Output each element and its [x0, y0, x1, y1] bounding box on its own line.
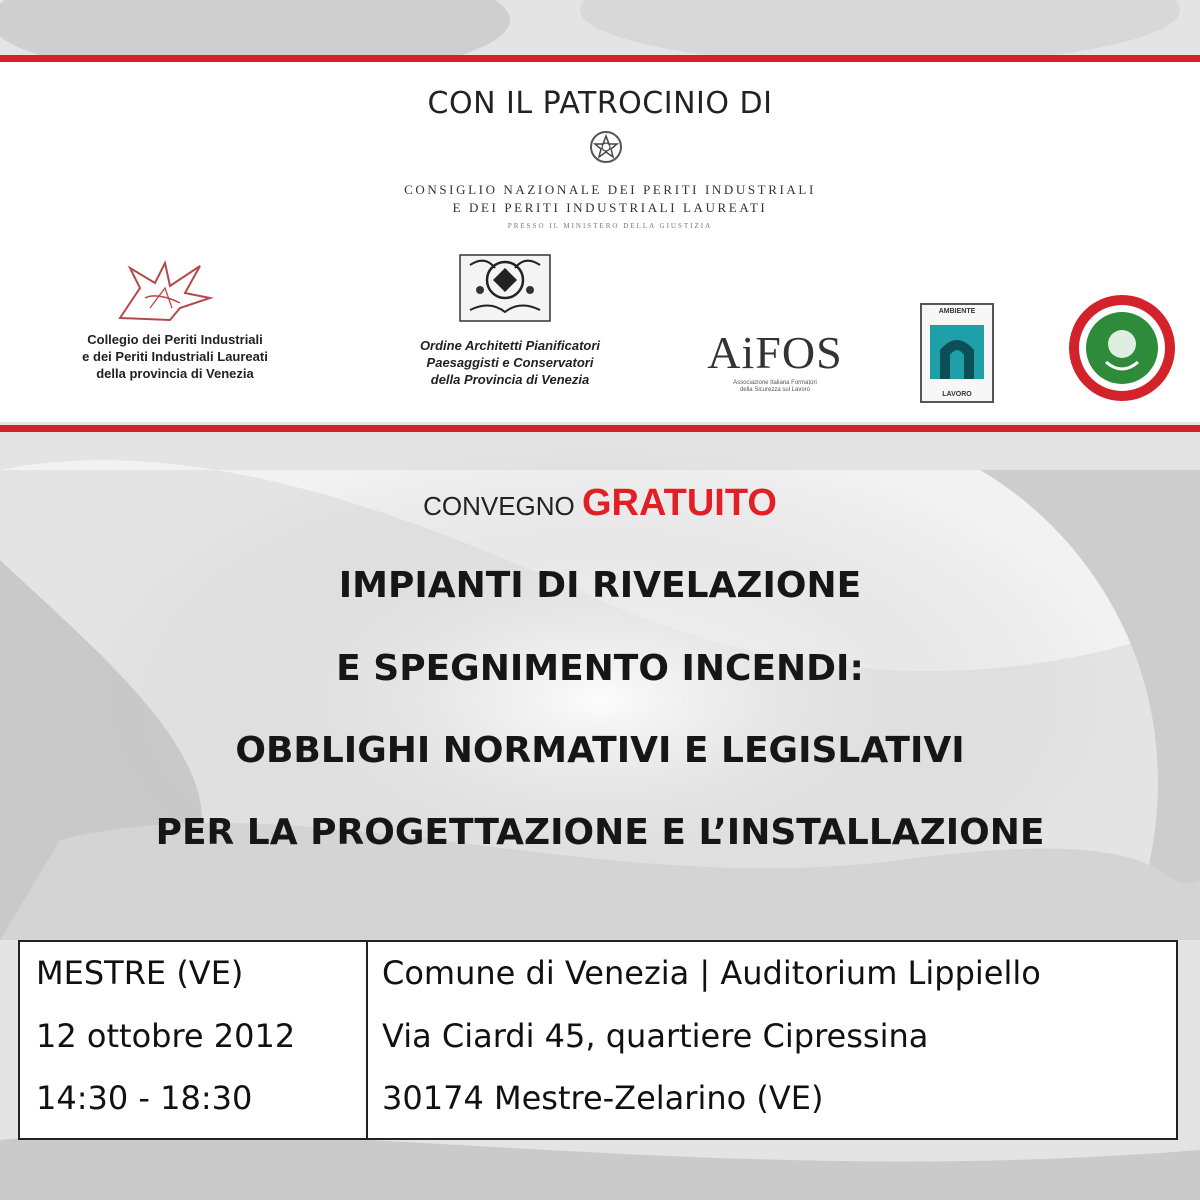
event-title-line4: PER LA PROGETTAZIONE E L’INSTALLAZIONE	[155, 812, 1045, 853]
event-date: 12 ottobre 2012	[36, 1017, 296, 1055]
aifos-logo: AiFOS	[707, 327, 843, 378]
top-red-rule	[0, 55, 1200, 62]
gratuito-highlight: GRATUITO	[582, 482, 777, 524]
ambiente-lavoro-logo	[920, 303, 994, 403]
event-postal-address: 30174 Mestre-Zelarino (VE)	[382, 1079, 824, 1117]
event-venue: Comune di Venezia | Auditorium Lippiello	[382, 954, 1041, 992]
ambiente-bottom-label: LAVORO	[942, 391, 972, 398]
convegno-label: CONVEGNO	[423, 491, 575, 521]
event-city: MESTRE (VE)	[36, 954, 244, 992]
ordine-architetti-crest-icon	[455, 250, 555, 326]
event-info-table	[18, 940, 1178, 1140]
collegio-line1: Collegio dei Periti Industriali	[87, 332, 263, 347]
convegno-line	[0, 482, 1200, 525]
ordine-line3: della Provincia di Venezia	[430, 372, 590, 387]
event-title-line3: OBBLIGHI NORMATIVI E LEGISLATIVI	[235, 730, 965, 771]
italian-republic-emblem-icon	[588, 128, 624, 166]
roundel-logo-icon	[1066, 292, 1178, 404]
event-title-line1: IMPIANTI DI RIVELAZIONE	[338, 565, 862, 606]
ambiente-arch-icon	[930, 325, 984, 379]
cnpi-subtitle: PRESSO IL MINISTERO DELLA GIUSTIZIA	[507, 222, 713, 230]
info-column-divider	[366, 942, 368, 1138]
bottom-red-rule	[0, 425, 1200, 432]
aifos-sub-line1: Associazione Italiana Formatori	[733, 380, 817, 386]
collegio-line3: della provincia di Venezia	[96, 366, 254, 381]
event-time: 14:30 - 18:30	[36, 1079, 253, 1117]
ambiente-top-label: AMBIENTE	[938, 308, 976, 315]
collegio-line2: e dei Periti Industriali Laureati	[82, 349, 268, 364]
ordine-architetti-text	[360, 337, 660, 388]
aifos-sub-line2: della Sicurezza sul Lavoro	[739, 387, 811, 393]
event-address: Via Ciardi 45, quartiere Cipressina	[382, 1017, 929, 1055]
cnpi-name-line1: CONSIGLIO NAZIONALE DEI PERITI INDUSTRIALI	[404, 182, 816, 197]
ordine-line2: Paesaggisti e Conservatori	[426, 355, 594, 370]
event-title-line2: E SPEGNIMENTO INCENDI:	[336, 648, 864, 689]
winged-lion-logo-icon	[110, 258, 220, 322]
cnpi-name-line2: E DEI PERITI INDUSTRIALI LAUREATI	[452, 200, 768, 215]
collegio-periti-text	[40, 331, 310, 382]
ordine-line1: Ordine Architetti Pianificatori	[419, 338, 601, 353]
aifos-subtitle	[700, 380, 850, 394]
patronage-title: CON IL PATROCINIO DI	[427, 86, 773, 121]
